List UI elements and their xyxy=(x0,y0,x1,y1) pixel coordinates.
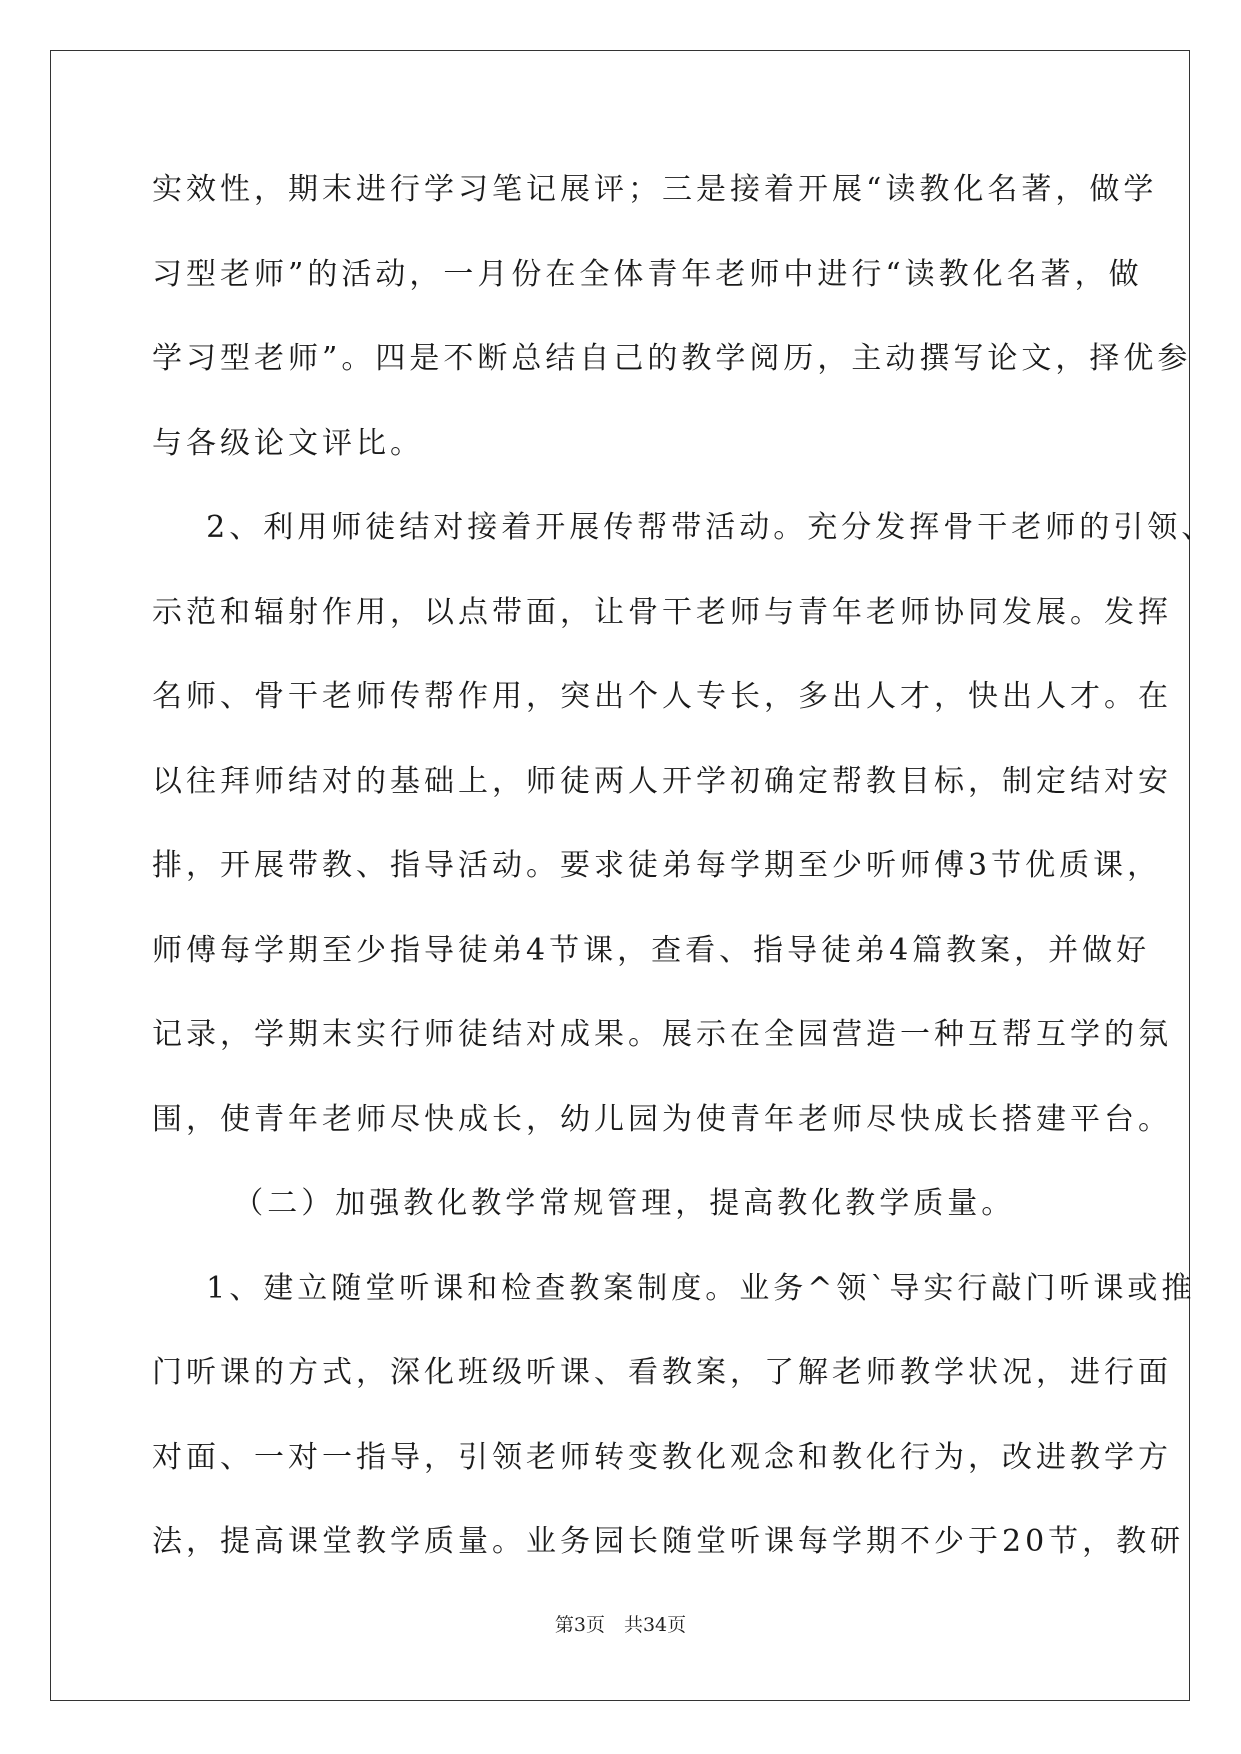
text-line: 对面、一对一指导，引领老师转变教化观念和教化行为，改进教学方 xyxy=(152,1439,1172,1475)
text-line: 1、建立随堂听课和检查教案制度。业务^领`导实行敲门听课或推 xyxy=(152,1270,1196,1306)
text-line: 法，提高课堂教学质量。业务园长随堂听课每学期不少于20节，教研 xyxy=(152,1524,1185,1559)
text-line: 围，使青年老师尽快成长，幼儿园为使青年老师尽快成长搭建平台。 xyxy=(152,1101,1172,1137)
document-body xyxy=(152,160,1216,1597)
section-heading: （二）加强教化教学常规管理，提高教化教学质量。 xyxy=(152,1186,1016,1221)
text-line: 排，开展带教、指导活动。要求徒弟每学期至少听师傅3节优质课， xyxy=(152,848,1162,883)
page-number: 第3页 共34页 xyxy=(554,1614,687,1636)
text-line: 习型老师”的活动，一月份在全体青年老师中进行“读教化名著，做 xyxy=(152,256,1143,292)
text-line: 与各级论文评比。 xyxy=(152,425,424,461)
text-line: 以往拜师结对的基础上，师徒两人开学初确定帮教目标，制定结对安 xyxy=(152,763,1172,799)
text-line: 门听课的方式，深化班级听课、看教案，了解老师教学状况，进行面 xyxy=(152,1355,1172,1390)
text-line: 师傅每学期至少指导徒弟4节课，查看、指导徒弟4篇教案，并做好 xyxy=(152,932,1151,968)
text-line: 实效性，期末进行学习笔记展评；三是接着开展“读教化名著，做学 xyxy=(152,172,1158,207)
text-line: 2、利用师徒结对接着开展传帮带活动。充分发挥骨干老师的引领、 xyxy=(152,510,1216,545)
text-line: 记录，学期末实行师徒结对成果。展示在全园营造一种互帮互学的氛 xyxy=(152,1017,1172,1052)
text-line: 名师、骨干老师传帮作用，突出个人专长，多出人才，快出人才。在 xyxy=(152,679,1172,714)
text-line: 学习型老师”。四是不断总结自己的教学阅历，主动撰写论文，择优参 xyxy=(152,341,1192,376)
text-line: 示范和辐射作用，以点带面，让骨干老师与青年老师协同发展。发挥 xyxy=(152,594,1172,630)
